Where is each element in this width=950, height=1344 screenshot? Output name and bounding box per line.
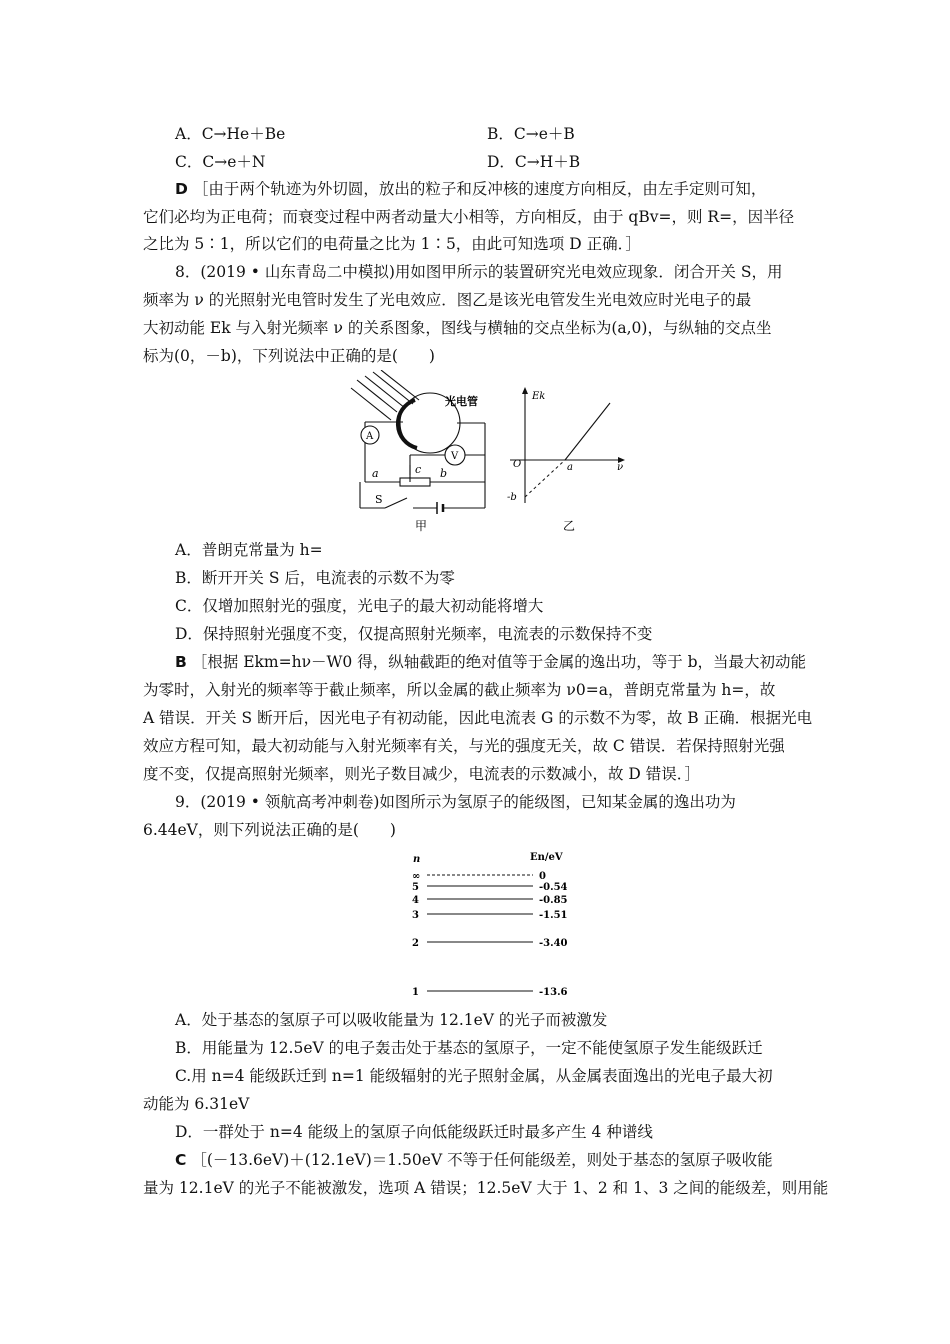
photocell-circuit-figure [345,370,495,535]
q8-option-d: D．保持照射光强度不变，仅提高照射光频率，电流表的示数保持不变 [175,625,653,643]
level-n-1: 1 [412,987,419,998]
q8-stem-4: 标为(0，－b)，下列说法中正确的是( ) [143,347,435,365]
tube-label: 光电管 [445,395,478,408]
q8-explanation-5: 度不变，仅提高照射光频率，则光子数目减少，电流表的示数减小，故 D 错误．］ [143,765,701,783]
energy-level-diagram [405,848,585,1000]
label-c: c [415,463,422,476]
caption-left: 甲 [415,519,428,533]
q7-option-a: A．C→He＋Be [175,125,286,143]
q8-option-b: B．断开开关 S 后，电流表的示数不为零 [175,569,455,587]
y-axis-label: Ek [532,391,546,402]
level-n-2: 2 [412,938,419,949]
energy-header: En/eV [530,852,563,863]
q9-option-c-1: C.用 n=4 能级跃迁到 n=1 能级辐射的光子照射金属，从金属表面逸出的光电子最大初 [175,1067,773,1085]
q8-stem-1: 8．(2019 • 山东青岛二中模拟)用如图甲所示的装置研究光电效应现象．闭合开关 S，用 [175,263,783,281]
level-e-2: -3.40 [539,938,568,949]
q9-option-a: A．处于基态的氢原子可以吸收能量为 12.1eV 的光子而被激发 [175,1011,608,1029]
ammeter-label: A [366,431,374,442]
level-n-4: 4 [412,895,419,906]
q7-option-d: D．C→H＋B [487,153,581,171]
q9-stem-1: 9．(2019 • 领航高考冲刺卷)如图所示为氢原子的能级图，已知某金属的逸出功为 [175,793,736,811]
q8-option-a: A．普朗克常量为 h= [175,541,323,559]
q8-explanation-3: A 错误．开关 S 断开后，因光电子有初动能，因此电流表 G 的示数不为零，故 B 正确．根据光电 [143,709,813,727]
y-intercept-label: -b [507,492,517,503]
q7-answer: D [175,180,188,198]
n-header: n [413,854,421,865]
q8-stem-2: 频率为 ν 的光照射光电管时发生了光电效应．图乙是该光电管发生光电效应时光电子的最 [143,291,752,309]
x-intercept-label: a [567,462,573,473]
x-axis-label: ν [617,462,624,473]
voltmeter-label: V [451,451,459,462]
level-e-4: -0.85 [539,895,568,906]
q8-stem-3: 大初动能 Ek 与入射光频率 ν 的关系图象，图线与横轴的交点坐标为(a,0)，与纵轴的交点坐 [143,319,772,337]
origin-label: O [513,459,522,470]
q9-stem-2: 6.44eV，则下列说法正确的是( ) [143,821,396,839]
q7-explanation-2: 它们必均为正电荷；而衰变过程中两者动量大小相等，方向相反，由于 qBv=，则 R=，因半径 [143,208,795,226]
q9-explanation-2: 量为 12.1eV 的光子不能被激发，选项 A 错误；12.5eV 大于 1、2 和 1、3 之间的能级差，则用能 [143,1179,829,1197]
q8-explanation-4: 效应方程可知，最大初动能与入射光频率有关，与光的强度无关，故 C 错误．若保持照射光强 [143,737,785,755]
level-e-3: -1.51 [539,910,568,921]
ek-frequency-graph [505,385,630,535]
level-e-5: -0.54 [539,882,568,893]
level-e-1: -13.6 [539,987,568,998]
q8-answer: B [175,653,187,671]
label-b: b [440,467,448,480]
q7-option-c: C．C→e＋N [175,153,266,171]
q7-explanation-1: D ［由于两个轨迹为外切圆，放出的粒子和反冲核的速度方向相反，由左手定则可知， [175,180,767,198]
level-n-inf: ∞ [412,871,421,882]
level-n-3: 3 [412,910,419,921]
q9-explanation-1: C ［(－13.6eV)＋(12.1eV)＝1.50eV 不等于任何能级差，则处于基态的氢原子吸收能 [175,1151,773,1169]
q8-explanation-1: B ［根据 Ekm=hν－W0 得，纵轴截距的绝对值等于金属的逸出功，等于 b，当最大初动能 [175,653,807,671]
q8-explanation-2: 为零时，入射光的频率等于截止频率，所以金属的截止频率为 ν0=a，普朗克常量为 h=，故 [143,681,776,699]
switch-label: S [375,493,383,506]
level-e-inf: 0 [539,871,546,882]
level-n-5: 5 [412,882,419,893]
q9-option-b: B．用能量为 12.5eV 的电子轰击处于基态的氢原子，一定不能使氢原子发生能级跃迁 [175,1039,763,1057]
label-a: a [372,467,379,480]
q8-option-c: C．仅增加照射光的强度，光电子的最大初动能将增大 [175,597,544,615]
q7-option-b: B．C→e＋B [487,125,575,143]
q9-option-c-2: 动能为 6.31eV [143,1095,250,1113]
q9-option-d: D．一群处于 n=4 能级上的氢原子向低能级跃迁时最多产生 4 种谱线 [175,1123,653,1141]
q7-explanation-3: 之比为 5∶1，所以它们的电荷量之比为 1∶5，由此可知选项 D 正确．］ [143,235,641,253]
caption-right: 乙 [563,519,576,533]
q9-answer: C [175,1151,187,1169]
